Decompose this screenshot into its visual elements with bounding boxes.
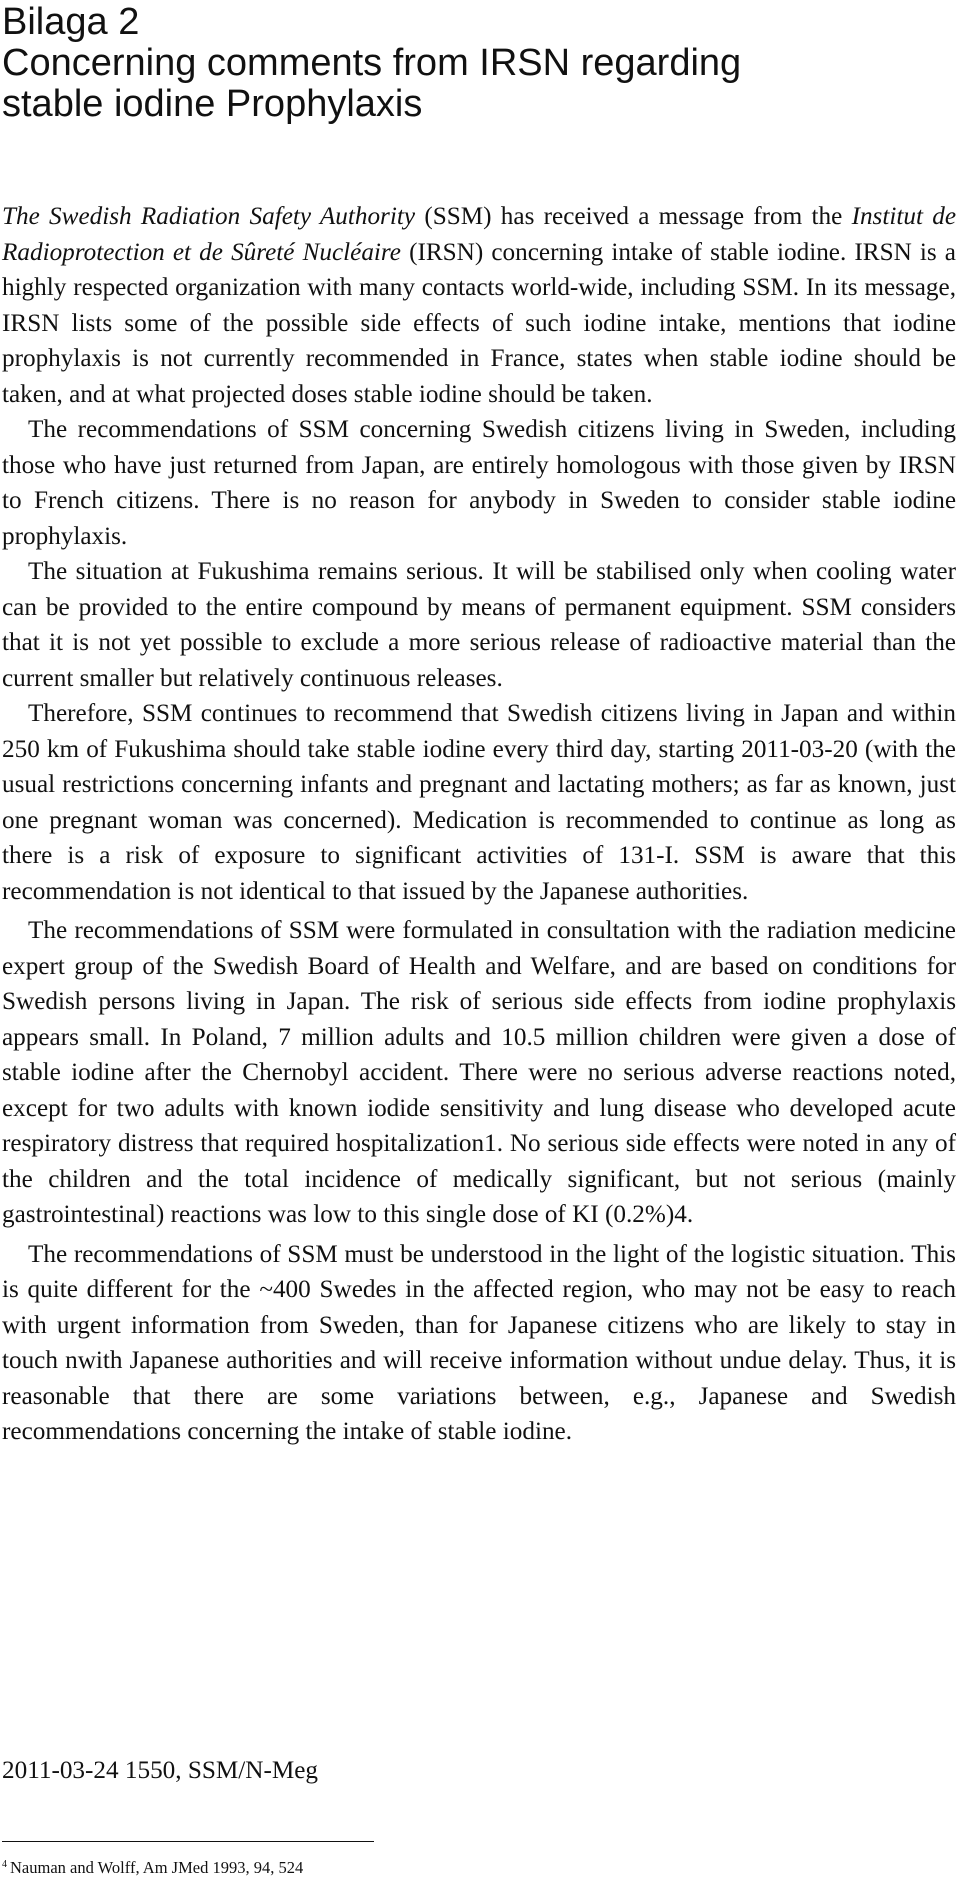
paragraph-logistics: The recommendations of SSM must be understood in the light of the logistic situation. This is quite different for the ~400 Swedes in the affected region, who may not be easy to reach with urgent information from Sweden, than for Japanese citizens who are likely to stay in touch nwith Japanese authorities and will receive information without undue delay. Thus, it is reasonable that there are some variations between, e.g., Japanese and Swedish recommendations concerning the intake of stable iodine. <box>2 1240 956 1445</box>
paragraph-side-effects: The recommendations of SSM were formulated in consultation with the radiation medicine expert group of the Swedish Board of Health and Welfare, and are based on conditions for Swedish persons living in Japan. The risk of serious side effects from iodine prophylaxis appears small. In Poland, 7 million adults and 10.5 million children were given a dose of stable iodine after the Chernobyl accident. There were no serious adverse reactions noted, except for two adults with known iodide sensitivity and lung disease who developed acute respiratory distress that required hospitalization1. No serious side effects were noted in any of the children and the total incidence of medically significant, but not serious (mainly gastrointestinal) reactions was low to this single dose of KI (0.2%)4. <box>2 917 956 1228</box>
footnote <box>2 1855 303 1878</box>
intro-text-a: (SSM) has received a message from the <box>415 203 852 230</box>
paragraph-japan-recommendation: Therefore, SSM continues to recommend that Swedish citizens living in Japan and within 250 km of Fukushima should take stable iodine every third day, starting 2011-03-20 (with the usual restrictions concerning infants and pregnant and lactating mothers; as far as known, just one pregnant woman was concerned). Medication is recommended to continue as long as there is a risk of exposure to significant activities of 131-I. SSM is aware that this recommendation is not identical to that issued by the Japanese authorities. <box>2 700 956 905</box>
ssm-name: The Swedish Radiation Safety Authority <box>2 203 416 230</box>
irsn-name: Institut de Radioprotection et de Sûreté Nucléaire <box>2 203 956 266</box>
footnote-number: 4 <box>2 1859 7 1870</box>
intro-text-b: (IRSN) concerning intake of stable iodine. IRSN is a highly respected organization with many contacts world-wide, including SSM. In its message, IRSN lists some of the possible side effects of such iodine intake, mentions that iodine prophylaxis is not currently recommended in France, states when stable iodine should be taken, and at what projected doses stable iodine should be taken. <box>2 238 956 408</box>
document-heading <box>2 2 952 125</box>
appendix-label: Bilaga 2 <box>2 1 140 43</box>
intro-paragraph <box>2 199 956 412</box>
paragraph-fukushima-situation: The situation at Fukushima remains serious. It will be stabilised only when cooling water can be provided to the entire compound by means of permanent equipment. SSM considers that it is not yet possible to exclude a more serious release of radioactive material than the current smaller but relatively continuous releases. <box>2 558 956 692</box>
paragraph-recommendations-sweden: The recommendations of SSM concerning Swedish citizens living in Sweden, including those who have just returned from Japan, are entirely homologous with those given by IRSN to French citizens. There is no reason for anybody in Sweden to consider stable iodine prophylaxis. <box>2 416 956 550</box>
title-line-1: Concerning comments from IRSN regarding <box>2 42 742 84</box>
footnote-text: Nauman and Wolff, Am JMed 1993, 94, 524 <box>10 1858 304 1877</box>
title-line-2: stable iodine Prophylaxis <box>2 83 423 125</box>
document-body <box>2 199 956 1450</box>
footnote-divider <box>2 1841 374 1842</box>
signature-line: 2011-03-24 1550, SSM/N-Meg <box>2 1757 319 1784</box>
